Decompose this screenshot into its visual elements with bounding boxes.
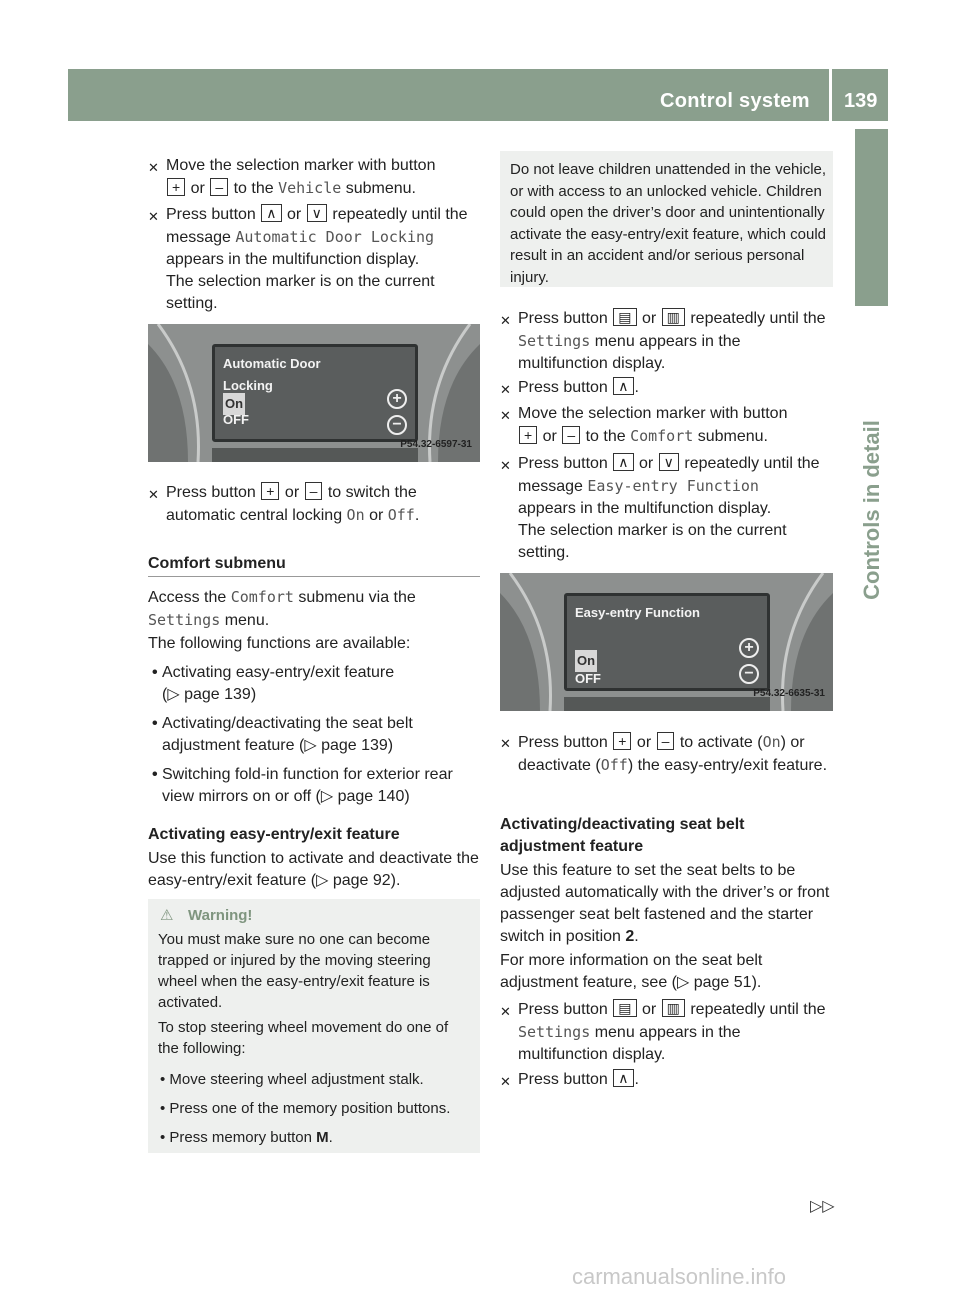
step-marker-icon: ✕ — [500, 736, 511, 751]
option-off: OFF — [575, 671, 601, 686]
heading-rule — [148, 576, 480, 577]
page-section-title: Control system — [660, 90, 810, 112]
down-button-icon: ∨ — [307, 204, 327, 222]
minus-button-icon: – — [210, 178, 228, 196]
minus-button-icon: – — [305, 482, 323, 500]
list-item: • Activating/deactivating the seat belt adjustment feature (▷ page 139) — [152, 715, 413, 754]
menu-forward-button-icon: ▥ — [662, 308, 685, 326]
figure-reference: P54.32-6597-31 — [400, 439, 472, 450]
minus-button-icon: – — [562, 426, 580, 444]
minus-circle-icon: − — [739, 664, 759, 684]
warning-paragraph: You must make sure no one can become trapped or injured by the moving steering wheel when the easy-entry/exit feature is activated. — [158, 931, 431, 1011]
step-marker-icon: ✕ — [148, 160, 159, 175]
warning-icon: ⚠ — [160, 907, 174, 924]
seat-belt-paragraph: Use this feature to set the seat belts to be adjusted automatically with the driver’s or front passenger seat belt fastened and the starter switch in position 2. — [500, 862, 830, 945]
option-on: On — [575, 650, 597, 672]
section-heading-easy-entry: Activating easy-entry/exit feature — [148, 826, 400, 843]
step-marker-icon: ✕ — [500, 382, 511, 397]
plus-button-icon: + — [167, 178, 185, 196]
display-lower-bar — [564, 697, 770, 711]
multifunction-display: Easy-entry Function On OFF + − — [564, 593, 770, 691]
warning-title: Warning! — [188, 907, 253, 924]
warning-list-item: • Press memory button M. — [160, 1129, 333, 1146]
up-button-icon: ∧ — [613, 1069, 633, 1087]
plus-button-icon: + — [613, 732, 631, 750]
multifunction-display: Automatic Door Locking On OFF + − — [212, 344, 418, 442]
more-info-paragraph: For more information on the seat belt adjustment feature, see (▷ page 51). — [500, 952, 763, 991]
display-lower-bar — [212, 448, 418, 462]
minus-circle-icon: − — [387, 415, 407, 435]
step-marker-icon: ✕ — [500, 313, 511, 328]
option-on: On — [223, 393, 245, 415]
list-item: • Activating easy-entry/exit feature (▷ page 139) — [152, 664, 395, 703]
caution-box — [500, 151, 833, 287]
step-marker-icon: ✕ — [148, 209, 159, 224]
step-marker-icon: ✕ — [500, 408, 511, 423]
menu-back-button-icon: ▤ — [613, 308, 636, 326]
caution-text: Do not leave children unattended in the vehicle, or with access to an unlocked vehicle. Children could open the driver’s door and unintentionally activate the easy-entry/exit feature, which could result in an accident and/or serious personal injury. — [510, 161, 827, 286]
section-heading-comfort: Comfort submenu — [148, 555, 286, 572]
access-paragraph: Access the Comfort submenu via the Settings menu. — [148, 588, 416, 629]
easy-entry-paragraph: Use this function to activate and deactivate the easy-entry/exit feature (▷ page 92). — [148, 850, 479, 889]
list-item: • Switching fold-in function for exterior rear view mirrors on or off (▷ page 140) — [152, 766, 453, 805]
side-tab-marker — [855, 129, 888, 306]
step-marker-icon: ✕ — [500, 1004, 511, 1019]
down-button-icon: ∨ — [659, 453, 679, 471]
warning-paragraph: To stop steering wheel movement do one of the following: — [158, 1019, 449, 1057]
warning-list-item: • Press one of the memory position buttons. — [160, 1100, 451, 1117]
continue-arrow-icon: ▷▷ — [810, 1198, 835, 1215]
up-button-icon: ∧ — [261, 204, 281, 222]
menu-forward-button-icon: ▥ — [662, 999, 685, 1017]
menu-back-button-icon: ▤ — [613, 999, 636, 1017]
display-figure-easy-entry — [500, 573, 833, 711]
side-tab-label: Controls in detail — [859, 420, 884, 600]
up-button-icon: ∧ — [613, 453, 633, 471]
step-marker-icon: ✕ — [500, 458, 511, 473]
step-marker-icon: ✕ — [148, 487, 159, 502]
step-marker-icon: ✕ — [500, 1074, 511, 1089]
section-heading-seat-belt: Activating/deactivating seat belt adjustment feature — [500, 816, 745, 855]
figure-reference: P54.32-6635-31 — [753, 688, 825, 699]
up-button-icon: ∧ — [613, 377, 633, 395]
warning-box — [148, 899, 480, 1153]
option-off: OFF — [223, 412, 249, 427]
functions-intro: The following functions are available: — [148, 635, 411, 652]
minus-button-icon: – — [657, 732, 675, 750]
warning-list-item: • Move steering wheel adjustment stalk. — [160, 1071, 424, 1088]
header-divider — [829, 69, 832, 121]
display-figure-door-locking — [148, 324, 480, 462]
plus-circle-icon: + — [387, 389, 407, 409]
plus-button-icon: + — [519, 426, 537, 444]
plus-circle-icon: + — [739, 638, 759, 658]
page-number: 139 — [844, 90, 878, 112]
watermark: carmanualsonline.info — [572, 1264, 787, 1289]
plus-button-icon: + — [261, 482, 279, 500]
